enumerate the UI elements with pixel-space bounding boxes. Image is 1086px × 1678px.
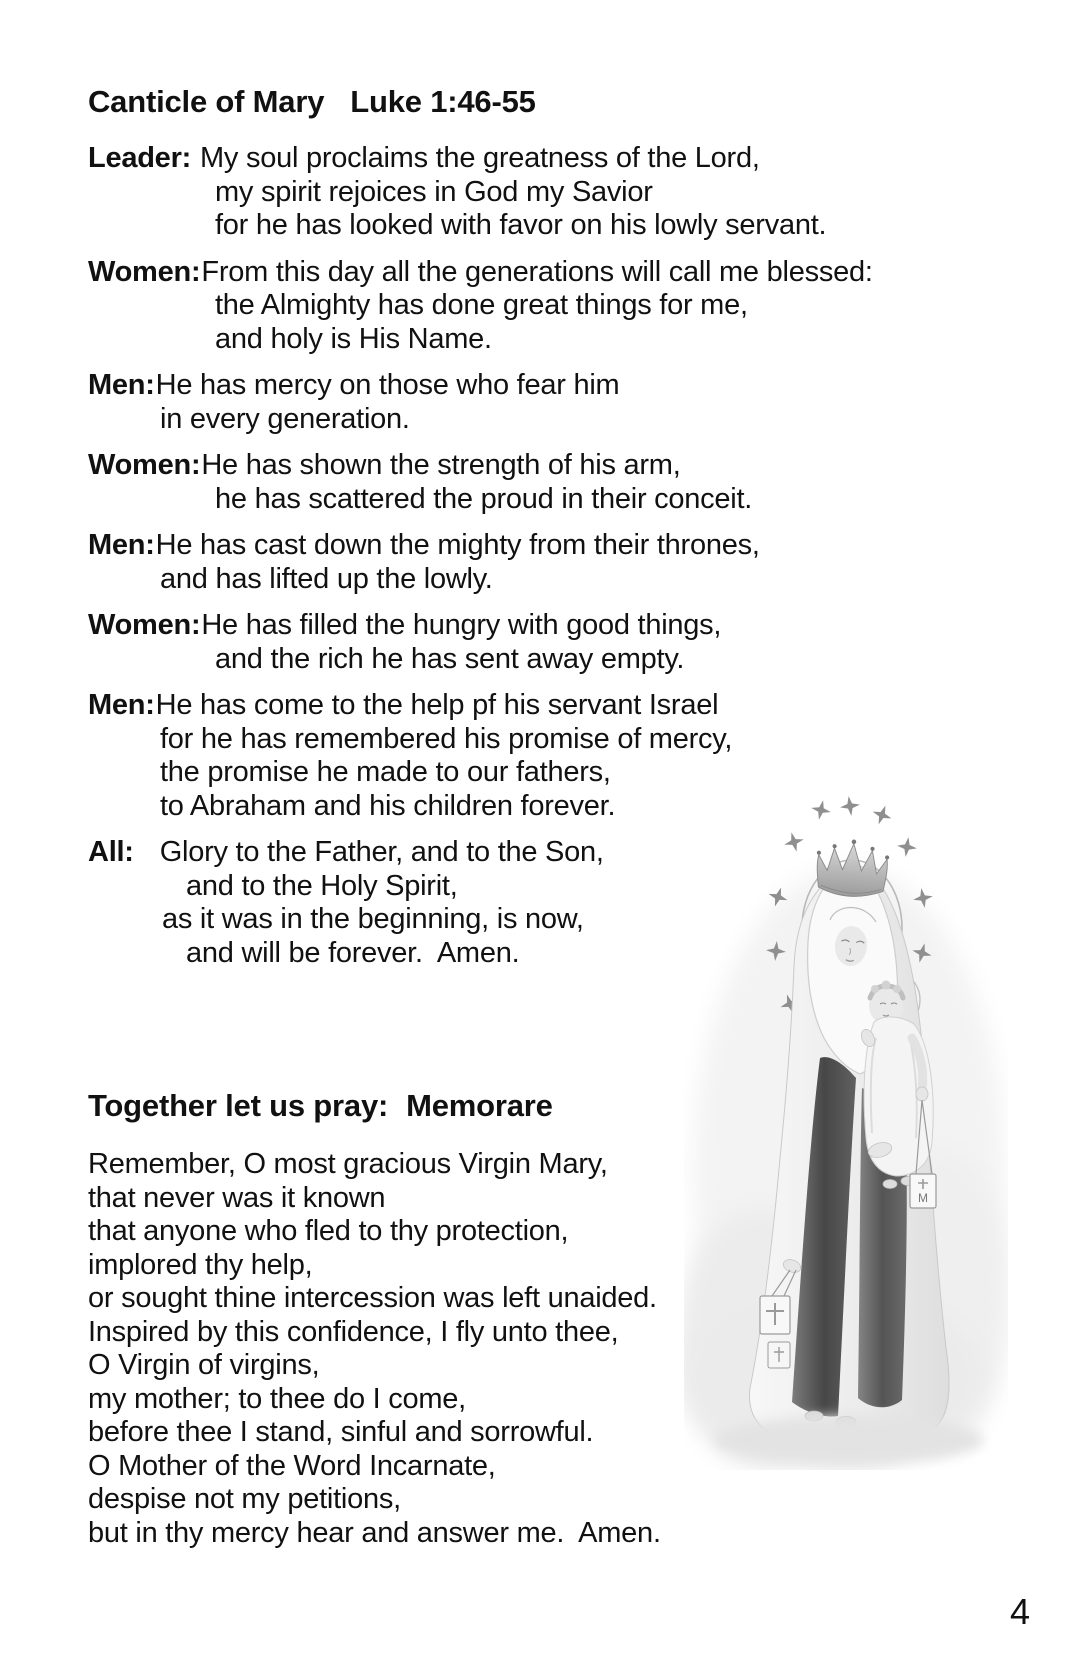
prayer-line: implored thy help,: [88, 1248, 313, 1281]
speaker-label: Leader:: [88, 142, 192, 174]
verse-line: and the rich he has sent away empty.: [215, 642, 685, 675]
verse-leader: [88, 142, 1028, 243]
verse-line: and has lifted up the lowly.: [160, 562, 493, 595]
verse-text: He has mercy on those who fear him: [155, 369, 620, 401]
verse-line: my spirit rejoices in God my Savior: [215, 175, 653, 208]
verse-men: [88, 689, 1028, 823]
verse-line: he has scattered the proud in their conceit.: [215, 482, 753, 515]
prayer-line: or sought thine intercession was left unaided.: [88, 1282, 657, 1314]
verse-line: in every generation.: [160, 402, 410, 435]
prayer-line: my mother; to thee do I come,: [88, 1382, 466, 1415]
verse-line: [88, 449, 1028, 483]
verse-line: for he has remembered his promise of mercy,: [160, 722, 733, 755]
verse-line: [88, 142, 1028, 176]
verse-line: [88, 529, 1028, 563]
scripture-reference: Luke 1:46-55: [350, 84, 536, 119]
verse-line: for he has looked with favor on his lowly servant.: [215, 209, 827, 241]
verse-text: Glory to the Father, and to the Son,: [159, 836, 604, 868]
verse-men: [88, 369, 1028, 436]
verse-line: [88, 836, 1028, 870]
prayer-line: O Virgin of virgins,: [88, 1349, 320, 1381]
prayer-line: before thee I stand, sinful and sorrowful.: [88, 1416, 594, 1448]
verse-text: He has cast down the mighty from their thrones,: [155, 529, 760, 561]
canticle-title: Canticle of Mary: [88, 84, 325, 119]
verse-line: [88, 689, 1028, 723]
pray-together-label: Together let us pray:: [88, 1088, 389, 1123]
verse-women: [88, 609, 1028, 676]
prayer-line: Inspired by this confidence, I fly unto thee,: [88, 1315, 619, 1348]
verse-line: as it was in the beginning, is now,: [162, 903, 584, 935]
verse-line: the promise he made to our fathers,: [160, 756, 611, 788]
verse-line: and to the Holy Spirit,: [186, 869, 458, 902]
page-content: [88, 84, 1028, 1550]
memorare-heading: [88, 1088, 1028, 1124]
speaker-label: Men:: [88, 689, 155, 721]
verse-line: to Abraham and his children forever.: [160, 789, 616, 822]
verse-text: My soul proclaims the greatness of the Lord,: [200, 142, 760, 174]
speaker-label: Men:: [88, 369, 155, 401]
verse-line: [88, 256, 1028, 290]
speaker-label: Men:: [88, 529, 155, 561]
prayer-line: but in thy mercy hear and answer me. Amen.: [88, 1516, 661, 1549]
memorare-prayer: [88, 1148, 1028, 1550]
prayer-line: O Mother of the Word Incarnate,: [88, 1449, 496, 1482]
prayer-line: Remember, O most gracious Virgin Mary,: [88, 1148, 608, 1180]
memorare-title: Memorare: [406, 1088, 553, 1123]
prayer-line: despise not my petitions,: [88, 1483, 401, 1515]
prayer-line: that anyone who fled to thy protection,: [88, 1215, 569, 1247]
verse-men: [88, 529, 1028, 596]
verse-line: the Almighty has done great things for me,: [215, 289, 748, 321]
speaker-label: All:: [88, 836, 134, 868]
speaker-label: Women:: [88, 449, 201, 481]
verse-text: From this day all the generations will call me blessed:: [201, 255, 873, 288]
speaker-label: Women:: [88, 255, 201, 288]
verse-line: and holy is His Name.: [215, 322, 492, 355]
verse-text: He has shown the strength of his arm,: [201, 449, 681, 481]
page-title: [88, 84, 1028, 120]
verse-women: [88, 256, 1028, 357]
verse-line: [88, 609, 1028, 643]
verse-line: [88, 369, 1028, 403]
svg-text:M: M: [918, 1191, 928, 1205]
verse-text: He has filled the hungry with good things,: [201, 609, 722, 641]
page-number: 4: [1010, 1591, 1031, 1632]
verse-women: [88, 449, 1028, 516]
speaker-label: Women:: [88, 609, 201, 641]
verse-text: He has come to the help pf his servant Israel: [155, 689, 719, 721]
verse-line: and will be forever. Amen.: [186, 936, 520, 969]
prayer-line: that never was it known: [88, 1181, 386, 1214]
verse-all: [88, 836, 1028, 970]
